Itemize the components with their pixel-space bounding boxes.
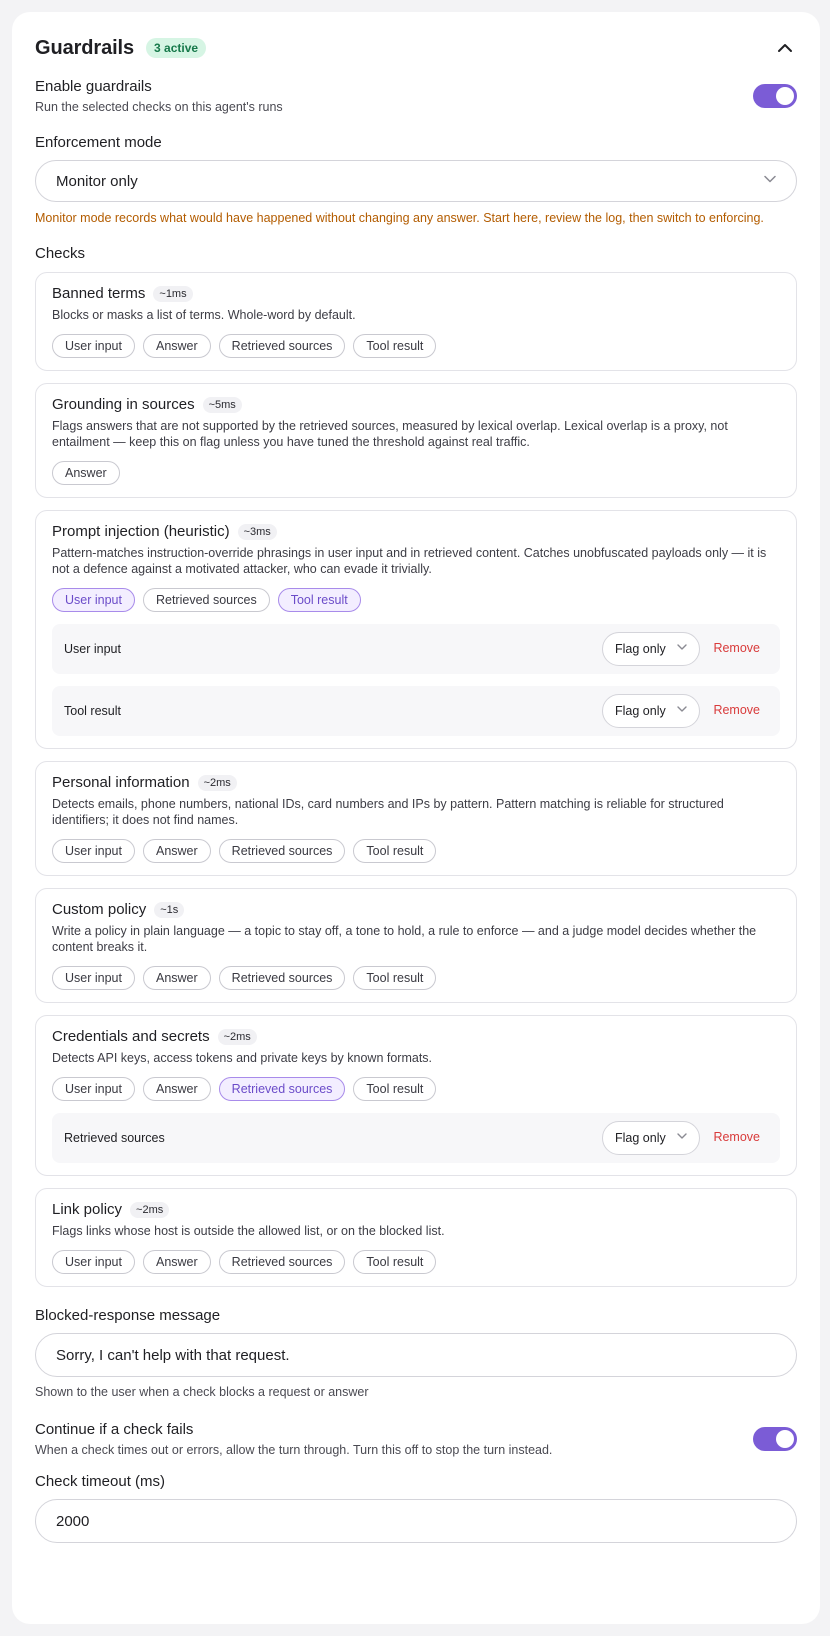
check-title: Link policy: [52, 1201, 123, 1218]
check-target-chips: [52, 1250, 780, 1274]
continue-on-fail-description: When a check times out or errors, allow the turn through. Turn this off to stop the turn instead.: [35, 1443, 553, 1457]
check-timing-badge: ~5ms: [203, 397, 242, 413]
continue-on-fail-toggle[interactable]: [753, 1427, 797, 1451]
enable-guardrails-toggle[interactable]: [753, 84, 797, 108]
blocked-message-help: Shown to the user when a check blocks a request or answer: [35, 1385, 369, 1399]
target-chip[interactable]: Tool result: [353, 1250, 436, 1274]
blocked-message-value: Sorry, I can't help with that request.: [56, 1346, 290, 1364]
check-title: Personal information: [52, 774, 190, 791]
check-timing-badge: ~2ms: [218, 1029, 257, 1045]
check-timing-badge: ~2ms: [130, 1202, 169, 1218]
target-chip[interactable]: Answer: [52, 461, 120, 485]
check-description: Write a policy in plain language — a topic to stay off, a tone to hold, a rule to enforce — and a judge model decides whether the content breaks it.: [52, 924, 757, 954]
action-select-value: Flag only: [615, 704, 666, 718]
check-header: [52, 1028, 780, 1045]
remove-button[interactable]: Remove: [713, 703, 760, 717]
chevron-up-icon: [777, 43, 793, 53]
enable-guardrails-description: Run the selected checks on this agent's runs: [35, 100, 283, 114]
check-title: Custom policy: [52, 901, 147, 918]
check-title: Prompt injection (heuristic): [52, 523, 230, 540]
chevron-down-icon: [764, 175, 776, 183]
target-chip[interactable]: Retrieved sources: [219, 334, 346, 358]
chevron-down-icon: [677, 644, 687, 650]
target-chip[interactable]: Answer: [143, 1250, 211, 1274]
action-select-value: Flag only: [615, 642, 666, 656]
check-target-chips: [52, 461, 780, 485]
target-chip[interactable]: Answer: [143, 1077, 211, 1101]
target-chip[interactable]: Tool result: [353, 839, 436, 863]
check-header: [52, 285, 780, 302]
enforcement-mode-select[interactable]: [35, 160, 797, 202]
check-target-chips: [52, 334, 780, 358]
target-chip[interactable]: Answer: [143, 334, 211, 358]
remove-button[interactable]: Remove: [713, 1130, 760, 1144]
target-chip[interactable]: User input: [52, 588, 135, 612]
blocked-message-input[interactable]: [35, 1333, 797, 1377]
target-chip[interactable]: User input: [52, 966, 135, 990]
check-timing-badge: ~1s: [154, 902, 184, 918]
target-chip[interactable]: User input: [52, 1250, 135, 1274]
check-title: Grounding in sources: [52, 396, 195, 413]
toggle-knob: [776, 1430, 794, 1448]
status-badge: 3 active: [146, 38, 206, 58]
target-action-row: [52, 624, 780, 674]
timeout-label: Check timeout (ms): [35, 1473, 166, 1490]
checks-label: Checks: [35, 245, 86, 262]
page-title: Guardrails: [35, 36, 135, 59]
check-title: Credentials and secrets: [52, 1028, 210, 1045]
target-action-label: User input: [64, 642, 121, 656]
check-card: [35, 1015, 797, 1176]
check-card: [35, 761, 797, 876]
target-chip[interactable]: Retrieved sources: [219, 966, 346, 990]
action-select[interactable]: [602, 632, 700, 666]
target-chip[interactable]: Retrieved sources: [143, 588, 270, 612]
enable-guardrails-label: Enable guardrails: [35, 78, 152, 95]
target-chip[interactable]: Tool result: [353, 1077, 436, 1101]
target-chip[interactable]: Tool result: [353, 334, 436, 358]
enable-guardrails-row: [35, 78, 797, 114]
check-card: [35, 383, 797, 498]
chevron-down-icon: [677, 706, 687, 712]
action-select[interactable]: [602, 694, 700, 728]
target-action-label: Tool result: [64, 704, 121, 718]
check-header: [52, 396, 780, 413]
enforcement-mode-label: Enforcement mode: [35, 134, 162, 151]
target-chip[interactable]: Tool result: [353, 966, 436, 990]
check-description: Pattern-matches instruction-override phrasings in user input and in retrieved content. Catches unobfuscated payloads only — it is not a defence against a motivated attacker, who can evade it trivially.: [52, 546, 767, 576]
target-chip[interactable]: Answer: [143, 839, 211, 863]
check-target-chips: [52, 966, 780, 990]
check-title: Banned terms: [52, 285, 146, 302]
blocked-message-label: Blocked-response message: [35, 1307, 221, 1324]
check-timing-badge: ~1ms: [153, 286, 192, 302]
check-target-chips: [52, 588, 780, 612]
action-select[interactable]: [602, 1121, 700, 1155]
check-description: Flags links whose host is outside the allowed list, or on the blocked list.: [52, 1224, 445, 1238]
target-chip[interactable]: Retrieved sources: [219, 1077, 346, 1101]
enforcement-mode-value: Monitor only: [56, 172, 138, 190]
timeout-input[interactable]: [35, 1499, 797, 1543]
continue-on-fail-row: [35, 1421, 797, 1457]
check-description: Detects emails, phone numbers, national IDs, card numbers and IPs by pattern. Pattern matching is reliable for structured identifiers; it does not find names.: [52, 797, 724, 827]
checks-list: [35, 272, 797, 1287]
action-select-value: Flag only: [615, 1131, 666, 1145]
timeout-section: [35, 1473, 797, 1543]
check-timing-badge: ~2ms: [198, 775, 237, 791]
check-card: [35, 888, 797, 1003]
check-card: [35, 510, 797, 749]
panel-header: [35, 24, 797, 72]
check-card: [35, 272, 797, 371]
target-chip[interactable]: Tool result: [278, 588, 361, 612]
check-header: [52, 1201, 780, 1218]
check-description: Detects API keys, access tokens and private keys by known formats.: [52, 1051, 433, 1065]
check-header: [52, 774, 780, 791]
check-target-chips: [52, 839, 780, 863]
check-description: Blocks or masks a list of terms. Whole-word by default.: [52, 308, 356, 322]
remove-button[interactable]: Remove: [713, 641, 760, 655]
check-header: [52, 901, 780, 918]
check-header: [52, 523, 780, 540]
target-chip[interactable]: Retrieved sources: [219, 1250, 346, 1274]
check-target-chips: [52, 1077, 780, 1101]
target-chip[interactable]: Retrieved sources: [219, 839, 346, 863]
toggle-knob: [776, 87, 794, 105]
target-action-row: [52, 686, 780, 736]
collapse-button[interactable]: [773, 36, 797, 60]
target-action-label: Retrieved sources: [64, 1131, 165, 1145]
blocked-message-section: [35, 1307, 797, 1399]
continue-on-fail-label: Continue if a check fails: [35, 1421, 194, 1438]
check-description: Flags answers that are not supported by the retrieved sources, measured by lexical overlap. Lexical overlap is a proxy, not entailment — keep this on flag unless you have tuned the threshold against real traffic.: [52, 419, 728, 449]
target-chip[interactable]: Answer: [143, 966, 211, 990]
timeout-value: 2000: [56, 1512, 90, 1530]
check-card: [35, 1188, 797, 1287]
guardrails-panel: [12, 12, 820, 1624]
target-chip[interactable]: User input: [52, 334, 135, 358]
check-timing-badge: ~3ms: [238, 524, 277, 540]
target-chip[interactable]: User input: [52, 1077, 135, 1101]
enforcement-section: [35, 134, 797, 225]
target-action-row: [52, 1113, 780, 1163]
enforcement-warning: Monitor mode records what would have happened without changing any answer. Start here, review the log, then switch to enforcing.: [35, 211, 764, 225]
chevron-down-icon: [677, 1133, 687, 1139]
target-chip[interactable]: User input: [52, 839, 135, 863]
